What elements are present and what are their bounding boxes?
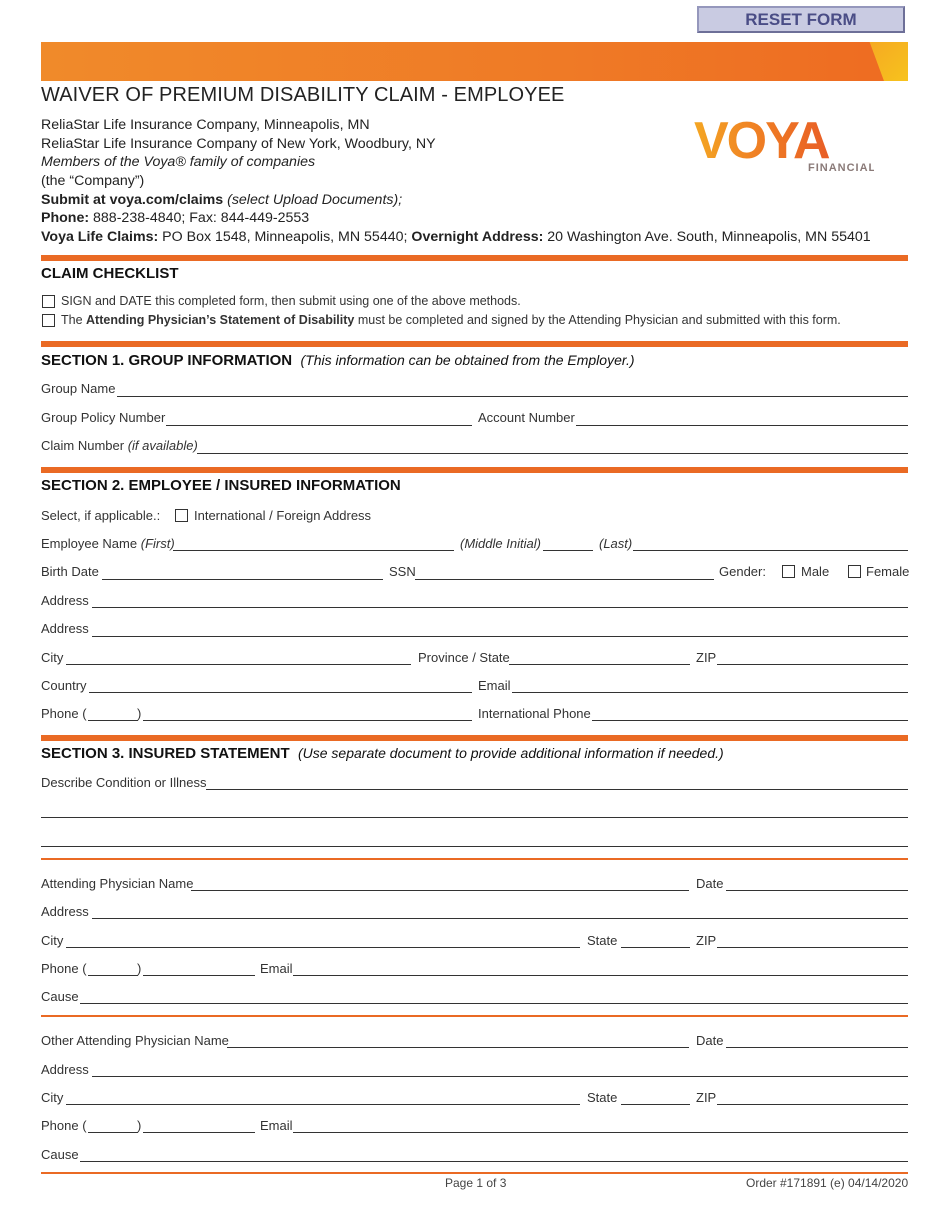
voya-logo-icon: [694, 110, 874, 176]
email-field[interactable]: [512, 692, 908, 693]
describe-condition-label: Describe Condition or Illness: [41, 775, 207, 790]
attending-date-label: Date: [696, 876, 724, 891]
checklist-checkbox-2[interactable]: [42, 314, 55, 327]
other-date-field[interactable]: [726, 1047, 908, 1048]
attending-physician-label: Attending Physician Name: [41, 876, 194, 891]
other-email-field[interactable]: [293, 1132, 908, 1133]
section1-note: (This information can be obtained from the Employer.): [300, 352, 635, 368]
describe-condition-field-1[interactable]: [206, 789, 908, 790]
submit-label: Submit at voya.com/claims: [41, 192, 224, 208]
attending-cause-field[interactable]: [80, 1003, 908, 1004]
claim-number-field[interactable]: [197, 453, 908, 454]
first-name-field[interactable]: [173, 550, 454, 551]
section3-note: (Use separate document to provide additional information if needed.): [297, 745, 724, 761]
other-phone-field[interactable]: [143, 1132, 255, 1133]
city-label: City: [41, 650, 64, 665]
attending-cause-label: Cause: [41, 989, 79, 1004]
attending-address-label: Address: [41, 904, 89, 919]
attending-phone-label: Phone (: [41, 961, 87, 976]
first-name-note: (First): [140, 536, 175, 551]
other-phone-label: Phone (: [41, 1118, 87, 1133]
other-zip-field[interactable]: [717, 1104, 908, 1105]
claim-number-label: [41, 438, 198, 453]
city-field[interactable]: [66, 664, 411, 665]
country-field[interactable]: [89, 692, 472, 693]
attending-date-field[interactable]: [726, 890, 908, 891]
attending-state-field[interactable]: [621, 947, 690, 948]
voya-logo: [694, 110, 874, 176]
other-date-label: Date: [696, 1033, 724, 1048]
female-label: Female: [866, 564, 910, 579]
address-field-1[interactable]: [92, 607, 908, 608]
section1-title-text: SECTION 1. GROUP INFORMATION: [41, 352, 293, 369]
male-label: Male: [801, 564, 830, 579]
checklist-item-2: [61, 313, 841, 327]
checklist-item-2-pre: The: [61, 313, 83, 327]
other-city-label: City: [41, 1090, 64, 1105]
attending-phone-field[interactable]: [143, 975, 255, 976]
company-line-2: ReliaStar Life Insurance Company of New York, Woodbury, NY: [41, 136, 436, 152]
address-label-1: Address: [41, 593, 89, 608]
zip-field[interactable]: [717, 664, 908, 665]
divider: [41, 255, 908, 261]
other-cause-label: Cause: [41, 1147, 79, 1162]
ssn-label: SSN: [389, 564, 416, 579]
other-zip-label: ZIP: [696, 1090, 717, 1105]
attending-zip-label: ZIP: [696, 933, 717, 948]
other-email-label: Email: [260, 1118, 293, 1133]
reset-form-button[interactable]: RESET FORM: [697, 6, 905, 33]
female-checkbox[interactable]: [848, 565, 861, 578]
checklist-checkbox-1[interactable]: [42, 295, 55, 308]
international-label: International / Foreign Address: [194, 508, 372, 523]
form-title: WAIVER OF PREMIUM DISABILITY CLAIM - EMPLOYEE: [41, 84, 565, 106]
gender-label: Gender:: [719, 564, 766, 579]
section1-title: [41, 352, 635, 369]
zip-label: ZIP: [696, 650, 717, 665]
country-label: Country: [41, 678, 87, 693]
describe-condition-field-2[interactable]: [41, 817, 908, 818]
section3-title-text: SECTION 3. INSURED STATEMENT: [41, 745, 290, 762]
middle-initial-field[interactable]: [543, 550, 593, 551]
claims-address-text: PO Box 1548, Minneapolis, MN 55440;: [162, 229, 408, 245]
checklist-item-2-post: must be completed and signed by the Attending Physician and submitted with this form.: [357, 313, 841, 327]
middle-initial-label: (Middle Initial): [460, 536, 541, 551]
phone-paren: ): [137, 1118, 142, 1133]
phone-area-code-field[interactable]: [88, 720, 138, 721]
overnight-label: Overnight Address:: [411, 229, 544, 245]
other-state-label: State: [587, 1090, 618, 1105]
ssn-field[interactable]: [415, 579, 714, 580]
claim-number-note: (if available): [127, 438, 198, 453]
employee-name-text: Employee Name: [41, 536, 138, 551]
section3-title: [41, 745, 724, 762]
submit-line: [41, 192, 402, 208]
email-label: Email: [478, 678, 511, 693]
divider: [41, 858, 908, 860]
address-line: [41, 229, 871, 245]
other-physician-field[interactable]: [227, 1047, 689, 1048]
attending-email-label: Email: [260, 961, 293, 976]
group-policy-label: Group Policy Number: [41, 410, 166, 425]
attending-email-field[interactable]: [293, 975, 908, 976]
describe-condition-field-3[interactable]: [41, 846, 908, 847]
group-name-label: Group Name: [41, 381, 116, 396]
other-address-label: Address: [41, 1062, 89, 1077]
divider: [41, 341, 908, 347]
submit-note: (select Upload Documents);: [227, 192, 403, 208]
phone-paren: ): [137, 706, 142, 721]
page-number: Page 1 of 3: [445, 1176, 507, 1190]
overnight-text: 20 Washington Ave. South, Minneapolis, MN 55401: [547, 229, 871, 245]
attending-state-label: State: [587, 933, 618, 948]
birth-date-label: Birth Date: [41, 564, 99, 579]
phone-label: Phone:: [41, 210, 90, 226]
international-phone-label: International Phone: [478, 706, 591, 721]
divider: [41, 1015, 908, 1017]
attending-zip-field[interactable]: [717, 947, 908, 948]
province-state-field[interactable]: [509, 664, 690, 665]
international-phone-field[interactable]: [592, 720, 908, 721]
last-name-label: (Last): [599, 536, 633, 551]
attending-city-field[interactable]: [66, 947, 580, 948]
divider: [41, 735, 908, 741]
last-name-field[interactable]: [633, 550, 908, 551]
attending-physician-field[interactable]: [191, 890, 689, 891]
other-physician-label: Other Attending Physician Name: [41, 1033, 229, 1048]
other-phone-area-field[interactable]: [88, 1132, 138, 1133]
company-line-1: ReliaStar Life Insurance Company, Minneapolis, MN: [41, 117, 370, 133]
section2-title: SECTION 2. EMPLOYEE / INSURED INFORMATION: [41, 477, 401, 494]
group-policy-field[interactable]: [166, 425, 472, 426]
select-applicable-label: Select, if applicable.:: [41, 508, 161, 523]
address-field-2[interactable]: [92, 636, 908, 637]
other-cause-field[interactable]: [80, 1161, 908, 1162]
divider: [41, 1172, 908, 1174]
checklist-item-1: SIGN and DATE this completed form, then submit using one of the above methods.: [61, 294, 521, 308]
birth-date-field[interactable]: [102, 579, 383, 580]
account-number-field[interactable]: [576, 425, 908, 426]
banner-accent: [860, 42, 908, 81]
attending-phone-area-field[interactable]: [88, 975, 138, 976]
company-line-4: (the “Company”): [41, 173, 145, 189]
province-state-label: Province / State: [418, 650, 510, 665]
claims-address-label: Voya Life Claims:: [41, 229, 159, 245]
international-checkbox[interactable]: [175, 509, 188, 522]
account-number-label: Account Number: [478, 410, 575, 425]
order-number: Order #171891 (e) 04/14/2020: [746, 1176, 909, 1190]
other-city-field[interactable]: [66, 1104, 580, 1105]
company-line-3: Members of the Voya® family of companies: [41, 154, 316, 170]
phone-field[interactable]: [143, 720, 472, 721]
checklist-title: CLAIM CHECKLIST: [41, 265, 179, 282]
employee-name-label: [41, 536, 175, 551]
attending-address-field[interactable]: [92, 918, 908, 919]
group-name-field[interactable]: [117, 396, 908, 397]
address-label-2: Address: [41, 621, 89, 636]
male-checkbox[interactable]: [782, 565, 795, 578]
phone-text: 888-238-4840; Fax: 844-449-2553: [93, 210, 310, 226]
logo-brand-text: VOYA: [694, 112, 829, 170]
logo-sub-text: FINANCIAL: [808, 162, 874, 174]
other-state-field[interactable]: [621, 1104, 690, 1105]
header-banner: [41, 42, 908, 81]
divider: [41, 467, 908, 473]
phone-label: Phone (: [41, 706, 87, 721]
checklist-item-2-bold: Attending Physician’s Statement of Disability: [86, 313, 355, 327]
phone-paren: ): [137, 961, 142, 976]
other-address-field[interactable]: [92, 1076, 908, 1077]
phone-line: [41, 210, 309, 226]
claim-number-text: Claim Number: [41, 438, 125, 453]
attending-city-label: City: [41, 933, 64, 948]
